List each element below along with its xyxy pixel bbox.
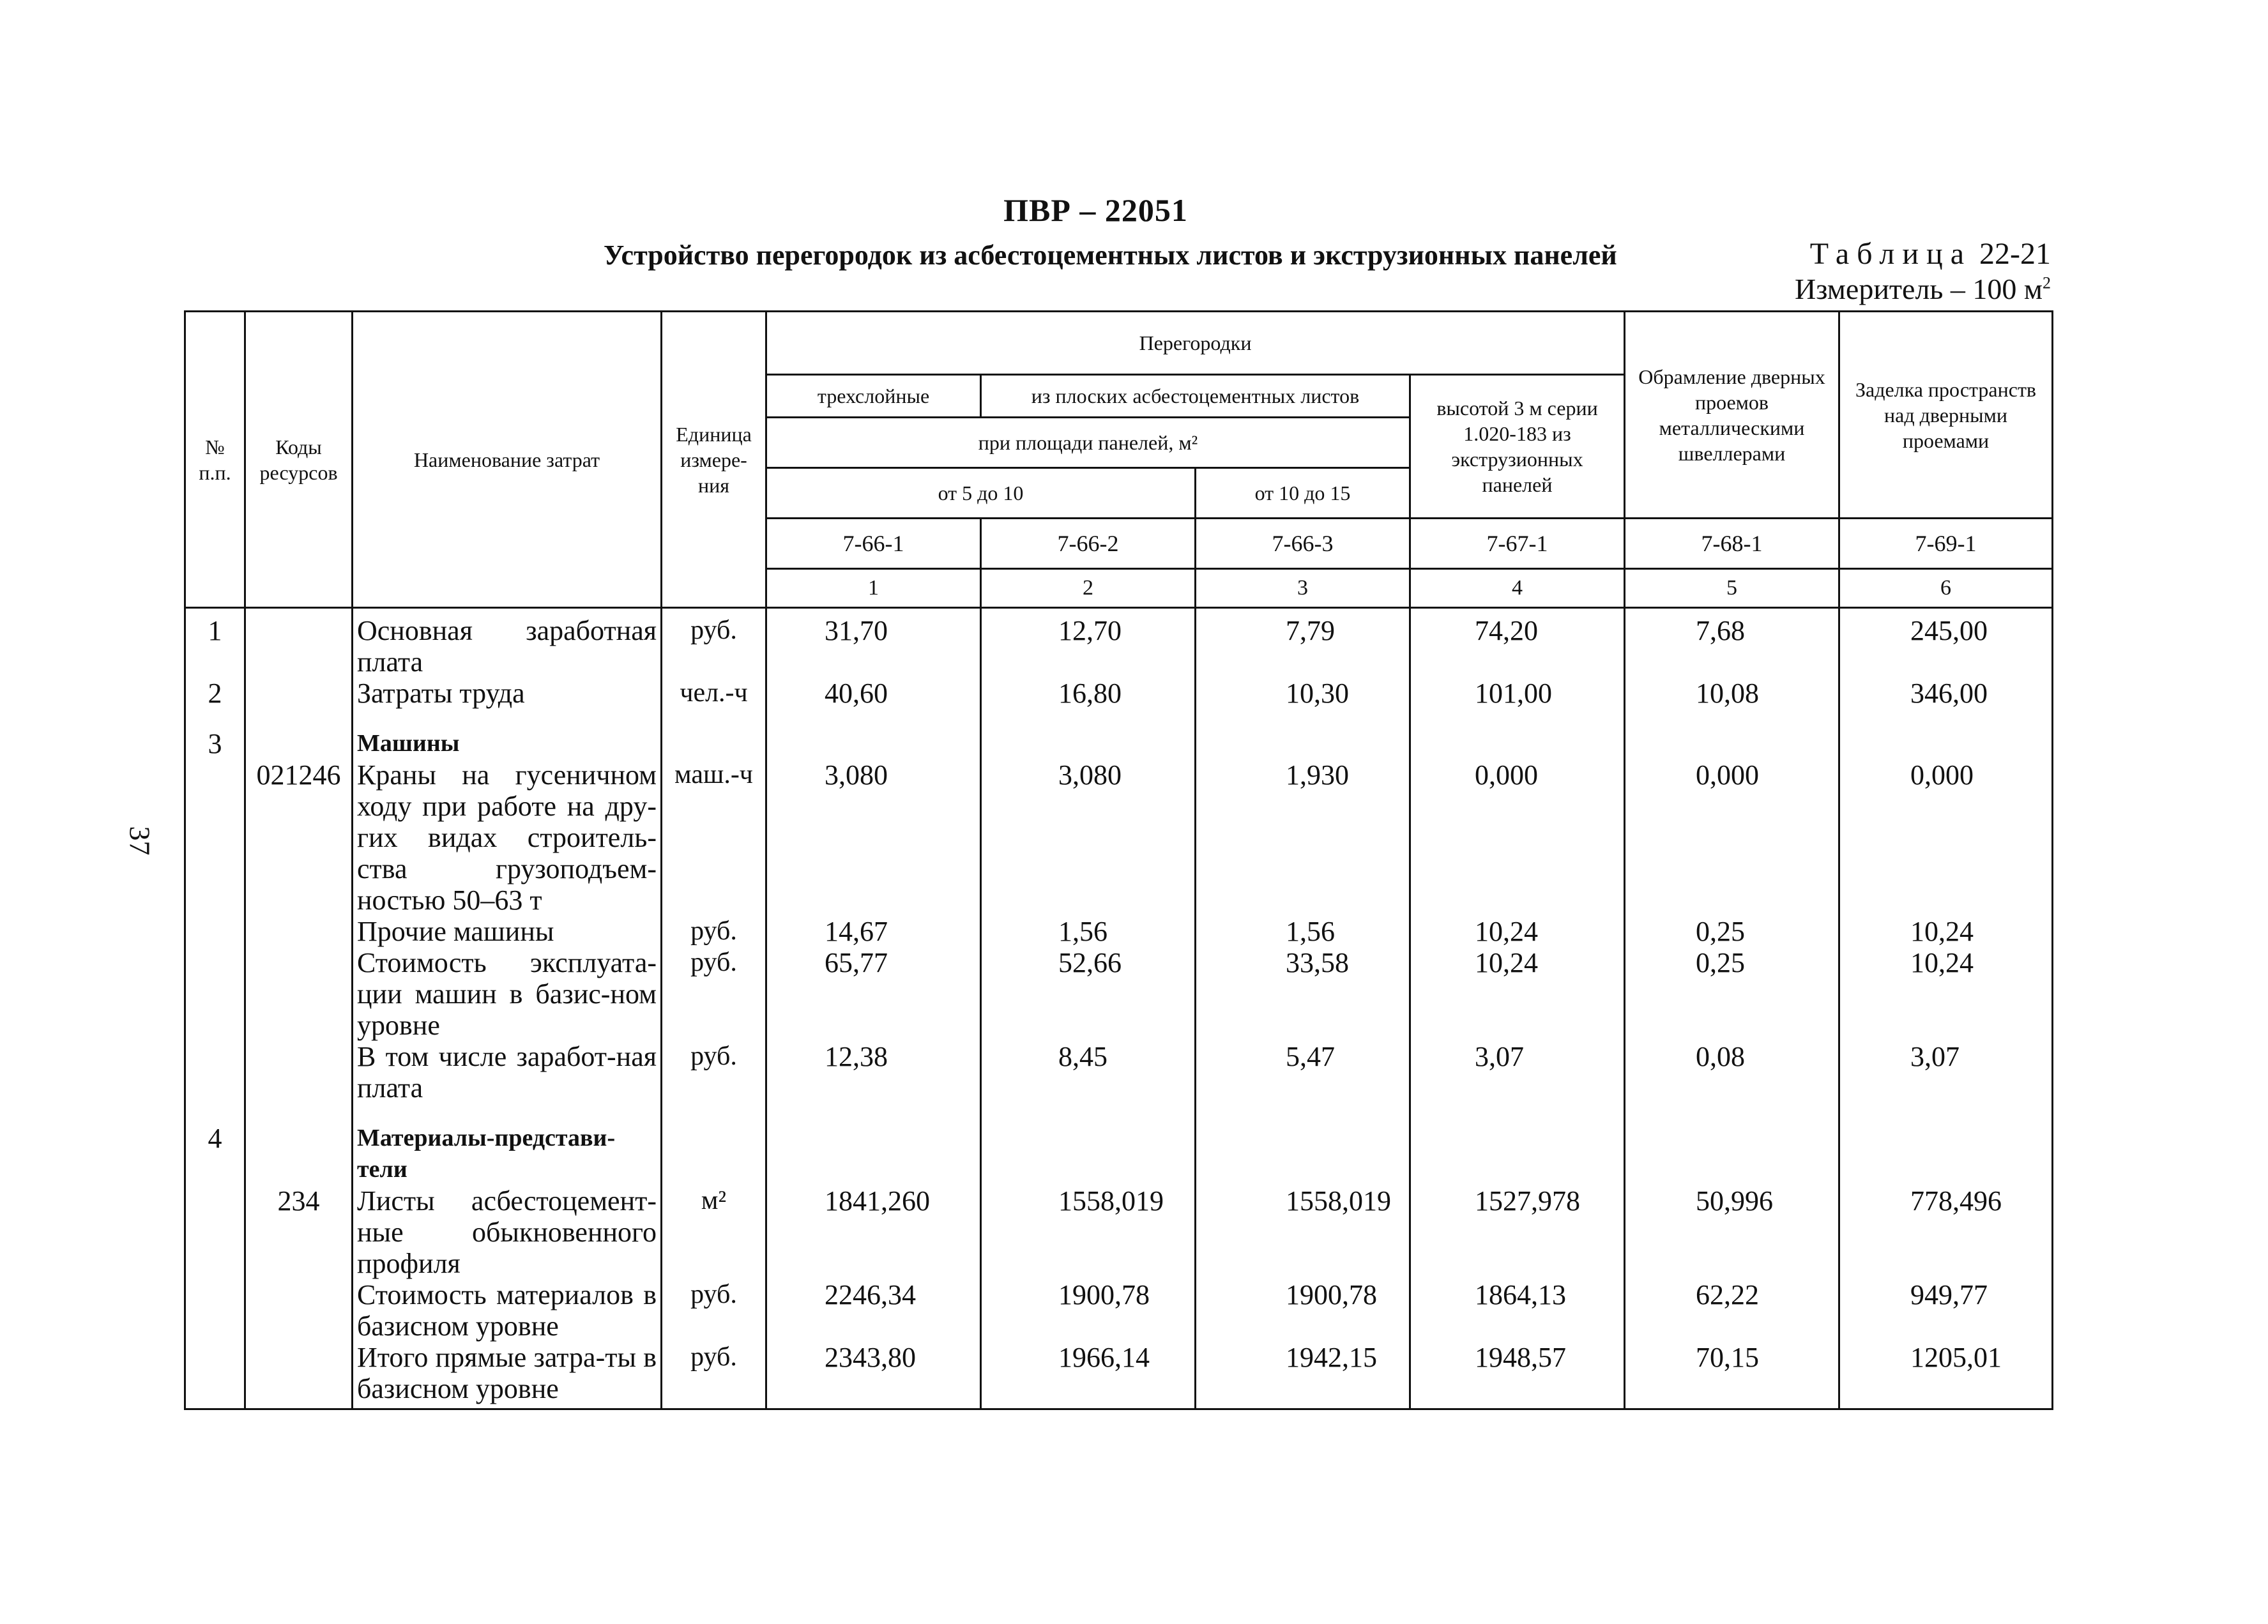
spacer-row xyxy=(185,1104,2053,1123)
value-col-3 xyxy=(1196,1123,1410,1185)
row-number: 4 xyxy=(185,1123,245,1185)
table-row xyxy=(185,1123,2053,1185)
unit: руб. xyxy=(662,1041,766,1104)
table-row xyxy=(185,608,2053,678)
value-col-5: 50,996 xyxy=(1625,1185,1839,1279)
value-col-2: 3,080 xyxy=(981,759,1196,916)
row-number: 2 xyxy=(185,678,245,709)
value-col-3 xyxy=(1196,728,1410,759)
value-col-2: 1900,78 xyxy=(981,1279,1196,1342)
row-number: 1 xyxy=(185,608,245,678)
unit: м² xyxy=(662,1185,766,1279)
header-panel-area: при площади панелей, м² xyxy=(766,418,1410,468)
value-col-5: 0,25 xyxy=(1625,916,1839,947)
spacer-cell xyxy=(1196,1104,1410,1123)
resource-code xyxy=(245,1041,353,1104)
value-col-1: 3,080 xyxy=(766,759,981,916)
value-col-4: 74,20 xyxy=(1410,608,1625,678)
spacer-row xyxy=(185,709,2053,728)
cost-table xyxy=(184,310,2053,1410)
table-row xyxy=(185,916,2053,947)
spacer-cell xyxy=(1839,1104,2053,1123)
value-col-3: 1,56 xyxy=(1196,916,1410,947)
cost-name: Стоимость материалов в базисном уровне xyxy=(353,1279,662,1342)
value-col-2: 12,70 xyxy=(981,608,1196,678)
header-colnum-6: 6 xyxy=(1839,569,2053,608)
unit: руб. xyxy=(662,1279,766,1342)
resource-code xyxy=(245,1123,353,1185)
spacer-cell xyxy=(353,709,662,728)
cost-name: Затраты труда xyxy=(353,678,662,709)
spacer-cell xyxy=(1625,1104,1839,1123)
value-col-6: 778,496 xyxy=(1839,1185,2053,1279)
header-code-5: 7-68-1 xyxy=(1625,519,1839,569)
header-flat-sheets: из плоских асбестоцементных листов xyxy=(981,375,1410,418)
header-seal: Заделка пространств над дверными проемами xyxy=(1839,312,2053,519)
table-body xyxy=(185,608,2053,1409)
value-col-3: 10,30 xyxy=(1196,678,1410,709)
page-title: Устройство перегородок из асбестоцементных листов и экструзионных панелей xyxy=(604,239,1617,271)
table-row xyxy=(185,759,2053,916)
table-header xyxy=(185,312,2053,608)
spacer-cell xyxy=(245,709,353,728)
measure-label: Измеритель – 100 м xyxy=(1795,273,2043,305)
value-col-2: 1966,14 xyxy=(981,1342,1196,1409)
header-colnum-5: 5 xyxy=(1625,569,1839,608)
cost-name: Материалы-представи-тели xyxy=(353,1123,662,1185)
header-colnum-4: 4 xyxy=(1410,569,1625,608)
resource-code: 021246 xyxy=(245,759,353,916)
header-code-4: 7-67-1 xyxy=(1410,519,1625,569)
table-label: Таблица xyxy=(1809,237,1972,271)
value-col-1 xyxy=(766,1123,981,1185)
spacer-cell xyxy=(185,1104,245,1123)
resource-code xyxy=(245,678,353,709)
value-col-1 xyxy=(766,728,981,759)
spacer-cell xyxy=(1625,709,1839,728)
unit: руб. xyxy=(662,916,766,947)
value-col-5: 0,25 xyxy=(1625,947,1839,1041)
value-col-6: 949,77 xyxy=(1839,1279,2053,1342)
resource-code: 234 xyxy=(245,1185,353,1279)
value-col-5: 7,68 xyxy=(1625,608,1839,678)
header-partitions: Перегородки xyxy=(766,312,1625,375)
value-col-5: 0,000 xyxy=(1625,759,1839,916)
header-unit: Единица измере-ния xyxy=(662,312,766,608)
spacer-cell xyxy=(1839,709,2053,728)
value-col-5: 70,15 xyxy=(1625,1342,1839,1409)
document-code: ПВР – 22051 xyxy=(1003,192,1188,228)
unit xyxy=(662,728,766,759)
value-col-2: 1,56 xyxy=(981,916,1196,947)
resource-code xyxy=(245,1279,353,1342)
value-col-2 xyxy=(981,728,1196,759)
value-col-4: 0,000 xyxy=(1410,759,1625,916)
unit: чел.-ч xyxy=(662,678,766,709)
row-number xyxy=(185,1041,245,1104)
cost-name: Стоимость эксплуата-ции машин в базис-ном уровне xyxy=(353,947,662,1041)
value-col-3: 1,930 xyxy=(1196,759,1410,916)
value-col-3: 1942,15 xyxy=(1196,1342,1410,1409)
header-code-3: 7-66-3 xyxy=(1196,519,1410,569)
value-col-6: 245,00 xyxy=(1839,608,2053,678)
header-frame: Обрамление дверных проемов металлическими швеллерами xyxy=(1625,312,1839,519)
row-number xyxy=(185,759,245,916)
spacer-cell xyxy=(766,709,981,728)
value-col-1: 12,38 xyxy=(766,1041,981,1104)
unit xyxy=(662,1123,766,1185)
row-number: 3 xyxy=(185,728,245,759)
header-name: Наименование затрат xyxy=(353,312,662,608)
header-range-5-10: от 5 до 10 xyxy=(766,468,1196,519)
value-col-1: 14,67 xyxy=(766,916,981,947)
value-col-6: 1205,01 xyxy=(1839,1342,2053,1409)
value-col-2: 1558,019 xyxy=(981,1185,1196,1279)
cost-name: Краны на гусеничном ходу при работе на дру-гих видах строитель-ства грузоподъем-ностью 50–63 т xyxy=(353,759,662,916)
header-colnum-2: 2 xyxy=(981,569,1196,608)
value-col-6: 10,24 xyxy=(1839,947,2053,1041)
resource-code xyxy=(245,947,353,1041)
table-row xyxy=(185,1342,2053,1409)
spacer-cell xyxy=(662,709,766,728)
table-number xyxy=(1810,236,2051,271)
value-col-1: 2246,34 xyxy=(766,1279,981,1342)
header-range-10-15: от 10 до 15 xyxy=(1196,468,1410,519)
spacer-cell xyxy=(1410,709,1625,728)
row-number xyxy=(185,947,245,1041)
resource-code xyxy=(245,1342,353,1409)
value-col-6: 0,000 xyxy=(1839,759,2053,916)
spacer-cell xyxy=(353,1104,662,1123)
value-col-6: 3,07 xyxy=(1839,1041,2053,1104)
header-no: № п.п. xyxy=(185,312,245,608)
measure-sup: 2 xyxy=(2043,273,2051,292)
value-col-4: 3,07 xyxy=(1410,1041,1625,1104)
value-col-6: 10,24 xyxy=(1839,916,2053,947)
value-col-1: 65,77 xyxy=(766,947,981,1041)
measure-unit xyxy=(1795,272,2051,306)
row-number xyxy=(185,916,245,947)
value-col-5: 0,08 xyxy=(1625,1041,1839,1104)
header-colnum-3: 3 xyxy=(1196,569,1410,608)
table-row xyxy=(185,1279,2053,1342)
value-col-5 xyxy=(1625,728,1839,759)
unit: руб. xyxy=(662,947,766,1041)
cost-name: Листы асбестоцемент-ные обыкновенного профиля xyxy=(353,1185,662,1279)
unit: руб. xyxy=(662,1342,766,1409)
table-row xyxy=(185,1041,2053,1104)
cost-name: Машины xyxy=(353,728,662,759)
unit: руб. xyxy=(662,608,766,678)
header-code-6: 7-69-1 xyxy=(1839,519,2053,569)
value-col-2: 52,66 xyxy=(981,947,1196,1041)
header-code-2: 7-66-2 xyxy=(981,519,1196,569)
spacer-cell xyxy=(981,1104,1196,1123)
resource-code xyxy=(245,608,353,678)
value-col-3: 1558,019 xyxy=(1196,1185,1410,1279)
table-row xyxy=(185,728,2053,759)
value-col-4: 1948,57 xyxy=(1410,1342,1625,1409)
value-col-4 xyxy=(1410,728,1625,759)
value-col-6 xyxy=(1839,1123,2053,1185)
value-col-5 xyxy=(1625,1123,1839,1185)
value-col-3: 1900,78 xyxy=(1196,1279,1410,1342)
table-label-number: 22-21 xyxy=(1979,237,2051,271)
spacer-cell xyxy=(766,1104,981,1123)
value-col-3: 33,58 xyxy=(1196,947,1410,1041)
page-number: 37 xyxy=(123,826,156,856)
value-col-3: 7,79 xyxy=(1196,608,1410,678)
value-col-4 xyxy=(1410,1123,1625,1185)
value-col-1: 31,70 xyxy=(766,608,981,678)
unit: маш.-ч xyxy=(662,759,766,916)
cost-name: Основная заработная плата xyxy=(353,608,662,678)
value-col-4: 1864,13 xyxy=(1410,1279,1625,1342)
value-col-1: 40,60 xyxy=(766,678,981,709)
spacer-cell xyxy=(981,709,1196,728)
value-col-5: 10,08 xyxy=(1625,678,1839,709)
value-col-3: 5,47 xyxy=(1196,1041,1410,1104)
value-col-4: 10,24 xyxy=(1410,947,1625,1041)
value-col-2: 8,45 xyxy=(981,1041,1196,1104)
spacer-cell xyxy=(1196,709,1410,728)
spacer-cell xyxy=(662,1104,766,1123)
spacer-cell xyxy=(245,1104,353,1123)
value-col-1: 1841,260 xyxy=(766,1185,981,1279)
table-row xyxy=(185,1185,2053,1279)
header-colnum-1: 1 xyxy=(766,569,981,608)
value-col-5: 62,22 xyxy=(1625,1279,1839,1342)
value-col-4: 10,24 xyxy=(1410,916,1625,947)
spacer-cell xyxy=(185,709,245,728)
table-row xyxy=(185,678,2053,709)
row-number xyxy=(185,1279,245,1342)
cost-name: В том числе заработ-ная плата xyxy=(353,1041,662,1104)
table-row xyxy=(185,947,2053,1041)
cost-name: Прочие машины xyxy=(353,916,662,947)
resource-code xyxy=(245,916,353,947)
header-extrusion: высотой 3 м серии 1.020-183 из экструзионных панелей xyxy=(1410,375,1625,519)
value-col-2 xyxy=(981,1123,1196,1185)
value-col-1: 2343,80 xyxy=(766,1342,981,1409)
cost-name: Итого прямые затра-ты в базисном уровне xyxy=(353,1342,662,1409)
value-col-2: 16,80 xyxy=(981,678,1196,709)
resource-code xyxy=(245,728,353,759)
header-code-1: 7-66-1 xyxy=(766,519,981,569)
spacer-cell xyxy=(1410,1104,1625,1123)
row-number xyxy=(185,1185,245,1279)
header-three-layer: трехслойные xyxy=(766,375,981,418)
value-col-6: 346,00 xyxy=(1839,678,2053,709)
row-number xyxy=(185,1342,245,1409)
value-col-4: 1527,978 xyxy=(1410,1185,1625,1279)
header-codes: Коды ресурсов xyxy=(245,312,353,608)
value-col-6 xyxy=(1839,728,2053,759)
value-col-4: 101,00 xyxy=(1410,678,1625,709)
